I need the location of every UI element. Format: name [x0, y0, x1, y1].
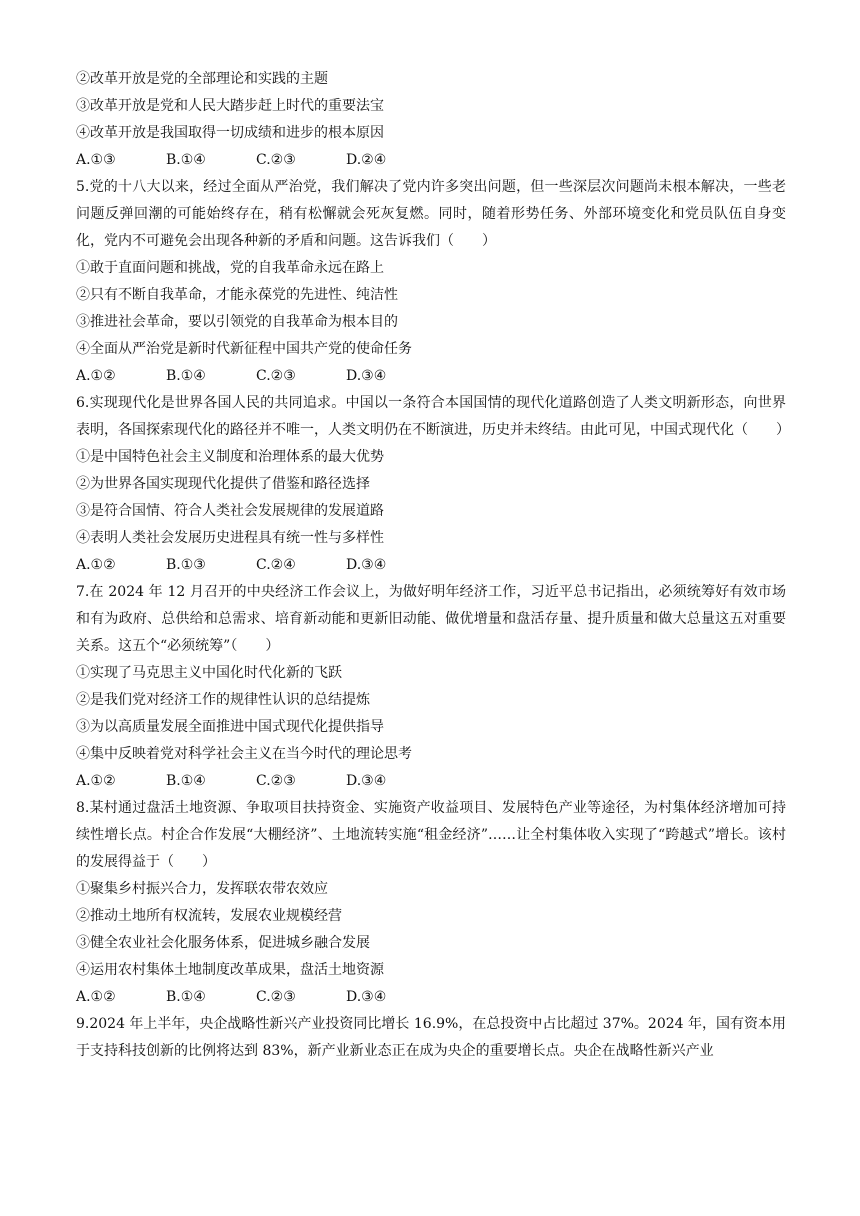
question-7 — [76, 579, 786, 795]
q5-choice-2: ②只有不断自我革命，才能永葆党的先进性、纯洁性 — [76, 287, 398, 303]
q8-choice-3: ③健全农业社会化服务体系，促进城乡融合发展 — [76, 935, 370, 951]
q7-choice-3: ③为以高质量发展全面推进中国式现代化提供指导 — [76, 719, 384, 735]
question-4 — [76, 66, 786, 174]
q8-answer-options — [76, 984, 786, 1011]
q9-stem: 9.2024 年上半年，央企战略性新兴产业投资同比增长 16.9%，在总投资中占比超过 37%。2024 年，国有资本用于支持科技创新的比例将达到 83%，新产业新业态正在成为央企的重要增长点。央企在战略性新兴产业 — [76, 1016, 787, 1059]
question-9 — [76, 1011, 786, 1065]
q5-option-b: B.①④ — [166, 368, 206, 384]
q5-choice-3: ③推进社会革命，要以引领党的自我革命为根本目的 — [76, 314, 398, 330]
q8-choice-1: ①聚集乡村振兴合力，发挥联农带农效应 — [76, 881, 328, 897]
q6-choice-4: ④表明人类社会发展历史进程具有统一性与多样性 — [76, 530, 384, 546]
q8-stem: 8.某村通过盘活土地资源、争取项目扶持资金、实施资产收益项目、发展特色产业等途径，为村集体经济增加可持续性增长点。村企合作发展“大棚经济”、土地流转实施“租金经济”……让全村集体收入实现了“跨越式”增长。该村的发展得益于（ ） — [76, 800, 786, 870]
q6-choice-1: ①是中国特色社会主义制度和治理体系的最大优势 — [76, 449, 384, 465]
q6-option-b: B.①③ — [166, 557, 206, 573]
q5-choice-1: ①敢于直面问题和挑战，党的自我革命永远在路上 — [76, 260, 384, 276]
q4-option-a: A.①③ — [76, 152, 116, 168]
q7-option-c: C.②③ — [256, 773, 296, 789]
q4-option-c: C.②③ — [256, 152, 296, 168]
q5-option-a: A.①② — [76, 368, 116, 384]
question-6 — [76, 390, 790, 579]
q6-choice-3: ③是符合国情、符合人类社会发展规律的发展道路 — [76, 503, 384, 519]
q4-choice-3: ③改革开放是党和人民大踏步赶上时代的重要法宝 — [76, 98, 384, 114]
q6-stem: 6.实现现代化是世界各国人民的共同追求。中国以一条符合本国国情的现代化道路创造了人类文明新形态，向世界表明，各国探索现代化的路径并不唯一，人类文明仍在不断演进，历史并未终结。由此可见，中国式现代化（ ） — [76, 395, 790, 438]
q4-option-d: D.②④ — [346, 152, 387, 168]
question-5 — [76, 174, 786, 390]
q7-choice-4: ④集中反映着党对科学社会主义在当今时代的理论思考 — [76, 746, 412, 762]
q8-option-c: C.②③ — [256, 989, 296, 1005]
q5-answer-options — [76, 363, 786, 390]
q7-choice-1: ①实现了马克思主义中国化时代化新的飞跃 — [76, 665, 342, 681]
q6-option-d: D.③④ — [346, 557, 387, 573]
q8-option-d: D.③④ — [346, 989, 387, 1005]
question-8 — [76, 795, 786, 1011]
q7-stem: 7.在 2024 年 12 月召开的中央经济工作会议上，为做好明年经济工作，习近平总书记指出，必须统筹好有效市场和有为政府、总供给和总需求、培育新动能和更新旧动能、做优增量和盘活存量、提升质量和做大总量这五对重要关系。这五个“必须统筹”（ ） — [76, 584, 786, 654]
q8-choice-2: ②推动土地所有权流转，发展农业规模经营 — [76, 908, 342, 924]
q6-choice-2: ②为世界各国实现现代化提供了借鉴和路径选择 — [76, 476, 370, 492]
q7-answer-options — [76, 768, 786, 795]
q4-choice-2: ②改革开放是党的全部理论和实践的主题 — [76, 71, 328, 87]
q7-option-a: A.①② — [76, 773, 116, 789]
q5-stem: 5.党的十八大以来，经过全面从严治党，我们解决了党内许多突出问题，但一些深层次问题尚未根本解决，一些老问题反弹回潮的可能始终存在，稍有松懈就会死灰复燃。同时，随着形势任务、外部环境变化和党员队伍自身变化，党内不可避免会出现各种新的矛盾和问题。这告诉我们（ ） — [76, 179, 786, 249]
q5-option-d: D.③④ — [346, 368, 387, 384]
q7-choice-2: ②是我们党对经济工作的规律性认识的总结提炼 — [76, 692, 370, 708]
q8-option-a: A.①② — [76, 989, 116, 1005]
q8-option-b: B.①④ — [166, 989, 206, 1005]
q6-option-c: C.②④ — [256, 557, 296, 573]
q5-choice-4: ④全面从严治党是新时代新征程中国共产党的使命任务 — [76, 341, 412, 357]
q6-answer-options — [76, 552, 786, 579]
q6-option-a: A.①② — [76, 557, 116, 573]
page-content — [76, 66, 790, 1065]
q7-option-b: B.①④ — [166, 773, 206, 789]
q4-choice-4: ④改革开放是我国取得一切成绩和进步的根本原因 — [76, 125, 384, 141]
q8-choice-4: ④运用农村集体土地制度改革成果，盘活土地资源 — [76, 962, 384, 978]
q4-answer-options — [76, 147, 786, 174]
q5-option-c: C.②③ — [256, 368, 296, 384]
q7-option-d: D.③④ — [346, 773, 387, 789]
q4-option-b: B.①④ — [166, 152, 206, 168]
